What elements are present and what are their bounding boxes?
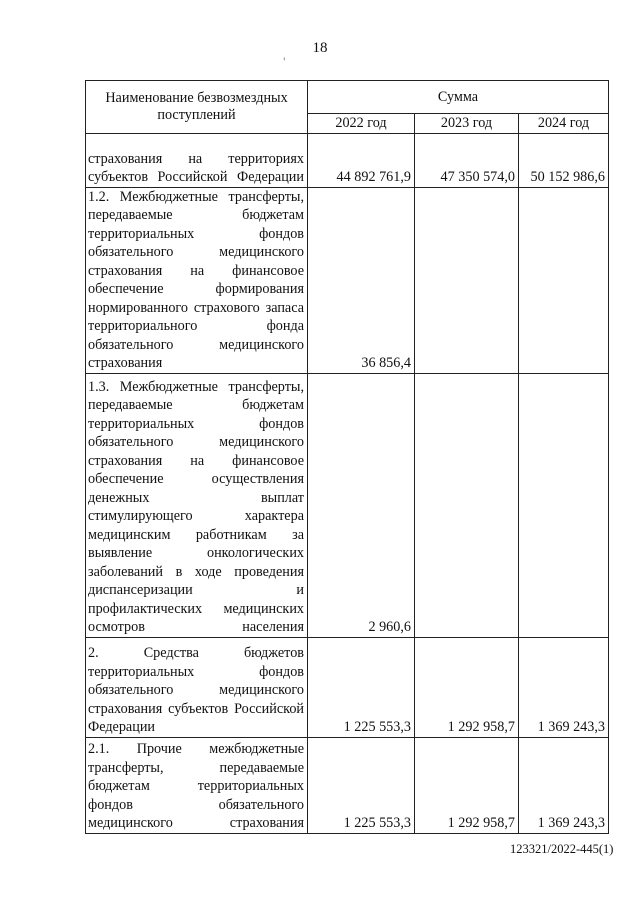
- row-value-2022: 1 225 553,3: [308, 637, 415, 737]
- row-value-2024: [519, 187, 609, 373]
- row-value-2023: [415, 187, 519, 373]
- row-value-2024: 50 152 986,6: [519, 133, 609, 187]
- row-value-2023: [415, 373, 519, 637]
- budget-table: [85, 80, 609, 834]
- header-sum-group: Сумма: [308, 81, 609, 114]
- row-name: 1.2. Межбюджетные трансферты, передаваемые бюджетам территориальных фондов обязательного медицинского страхования на финансовое обеспечение формирования нормированного страхового запаса территориального фонда обязательного медицинского страхования: [86, 187, 308, 373]
- header-year-2023: 2023 год: [415, 114, 519, 134]
- table-row: [86, 637, 609, 737]
- row-value-2023: 1 292 958,7: [415, 637, 519, 737]
- row-value-2024: 1 369 243,3: [519, 737, 609, 833]
- row-value-2022: 44 892 761,9: [308, 133, 415, 187]
- table-row: [86, 737, 609, 833]
- table-row: [86, 187, 609, 373]
- row-value-2022: 36 856,4: [308, 187, 415, 373]
- row-name: 2. Средства бюджетов территориальных фондов обязательного медицинского страхования субъектов Российской Федерации: [86, 637, 308, 737]
- row-value-2022: 2 960,6: [308, 373, 415, 637]
- row-name: 1.3. Межбюджетные трансферты, передаваемые бюджетам территориальных фондов обязательного медицинского страхования на финансовое обеспечение осуществления денежных выплат стимулирующего характера медицинским работникам за выявление онкологических заболеваний в ходе проведения диспансеризации и профилактических медицинских осмотров населения: [86, 373, 308, 637]
- row-name: 2.1. Прочие межбюджетные трансферты, передаваемые бюджетам территориальных фондов обязательного медицинского страхования: [86, 737, 308, 833]
- row-value-2024: [519, 373, 609, 637]
- header-name-column: Наименование безвозмездных поступлений: [86, 81, 308, 134]
- document-id: 123321/2022-445(1): [510, 842, 614, 856]
- page-number: 18: [312, 40, 328, 56]
- stray-mark: ‹: [283, 54, 286, 63]
- row-value-2023: 1 292 958,7: [415, 737, 519, 833]
- header-year-2024: 2024 год: [519, 114, 609, 134]
- row-name: страхования на территориях субъектов Российской Федерации: [86, 133, 308, 187]
- row-value-2023: 47 350 574,0: [415, 133, 519, 187]
- table-row: [86, 133, 609, 187]
- table-row: [86, 373, 609, 637]
- row-value-2022: 1 225 553,3: [308, 737, 415, 833]
- header-year-2022: 2022 год: [308, 114, 415, 134]
- row-value-2024: 1 369 243,3: [519, 637, 609, 737]
